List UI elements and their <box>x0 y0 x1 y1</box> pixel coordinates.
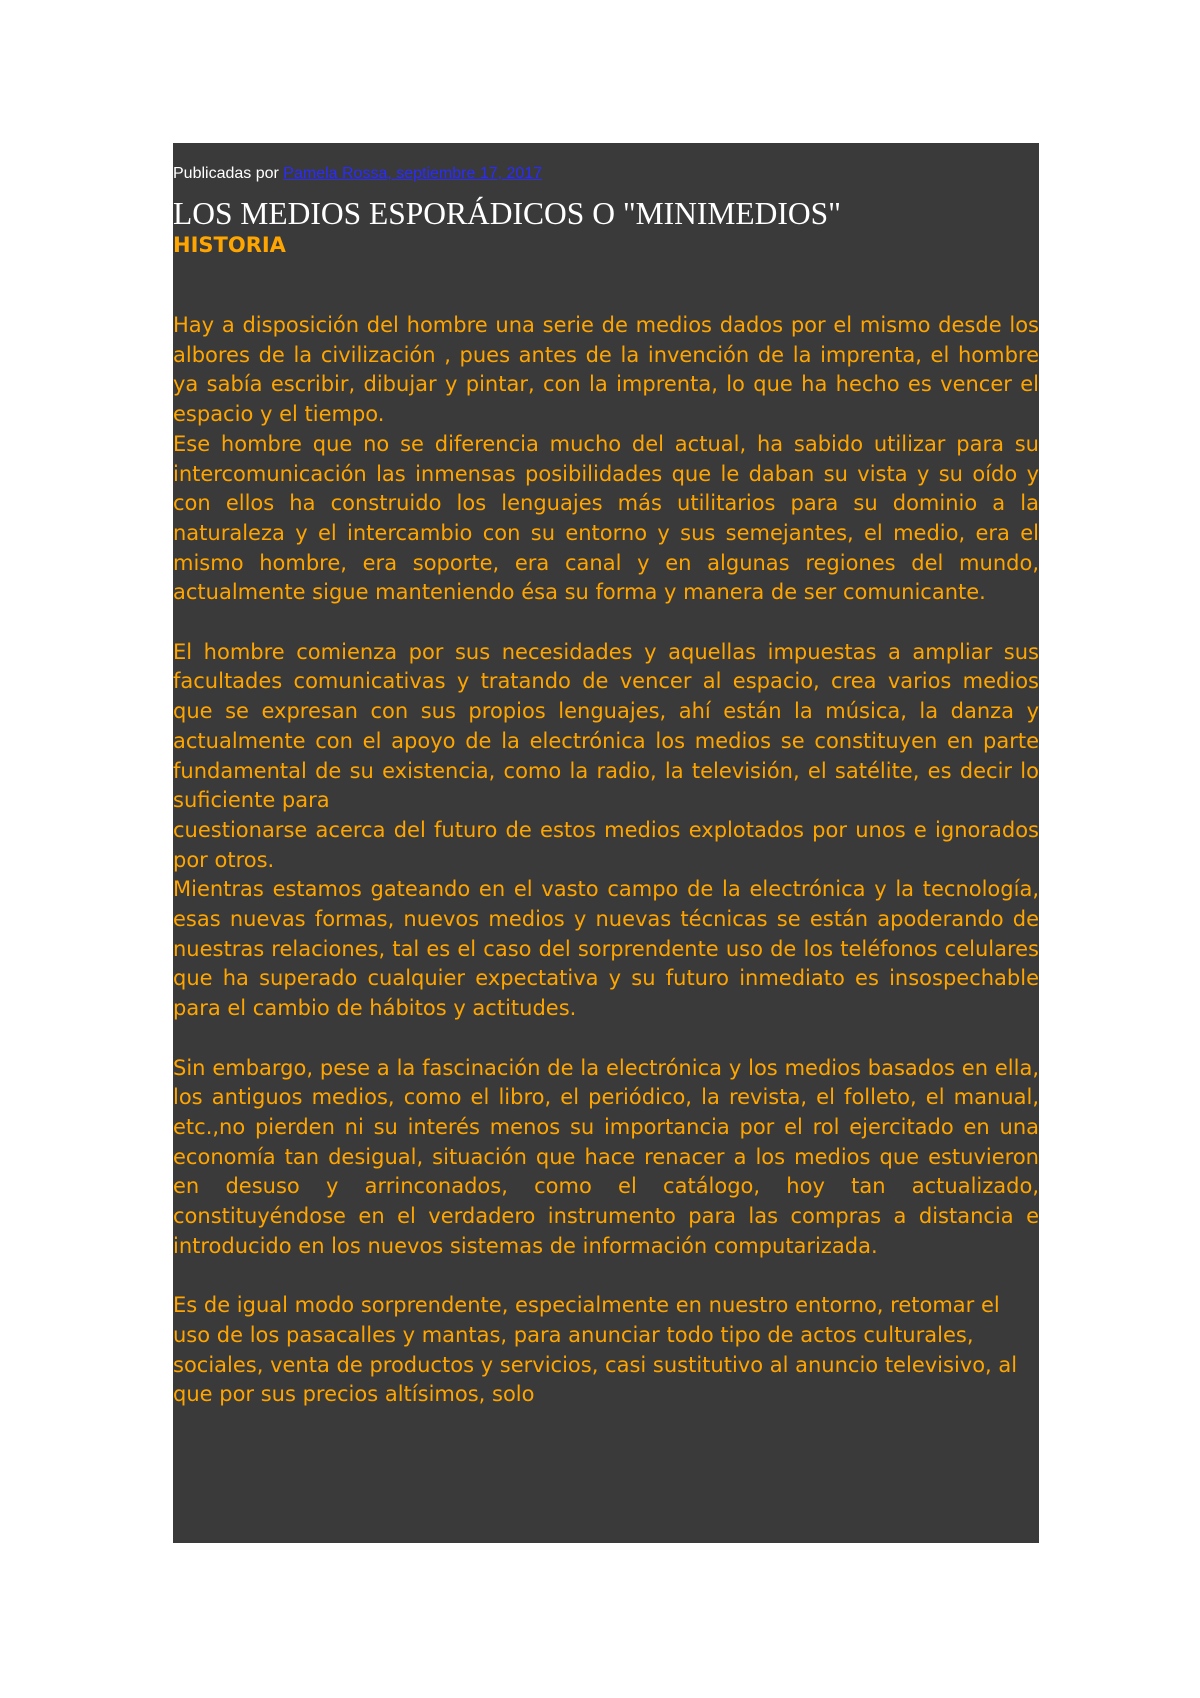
paragraph-1: Hay a disposición del hombre una serie de medios dados por el mismo desde los albores de la civilización , pues antes de la invención de la imprenta, el hombre ya sabía escribir, dibujar y pintar, con la imprenta, lo que ha hecho es vencer el espacio y el tiempo. <box>173 313 1039 427</box>
blog-post-page <box>173 143 1039 1543</box>
paragraph-4: cuestionarse acerca del futuro de estos medios explotados por unos e ignorados por otros. <box>173 817 1039 872</box>
byline-prefix: Publicadas por <box>173 165 279 182</box>
section-heading: HISTORIA <box>173 233 286 257</box>
paragraph-5: Mientras estamos gateando en el vasto campo de la electrónica y la tecnología, esas nuevas formas, nuevos medios y nuevas técnicas se están apoderando de nuestras relaciones, tal es el caso del sorprendente uso de los teléfonos celulares que ha superado cualquier expectativa y su futuro inmediato es insospechable para el cambio de hábitos y actitudes. <box>173 877 1039 1021</box>
paragraph-6: Sin embargo, pese a la fascinación de la electrónica y los medios basados en ella, los antiguos medios, como el libro, el periódico, la revista, el folleto, el manual, etc.,no pierden ni su interés menos su importancia por el rol ejercitado en una economía tan desigual, situación que hace renacer a los medios que estuvieron en desuso y arrinconados, como el catálogo, hoy tan actualizado, constituyéndose en el verdadero instrumento para las compras a distancia e introducido en los nuevos sistemas de información computarizada. <box>173 1055 1039 1258</box>
post-byline <box>173 165 1039 183</box>
post-title: LOS MEDIOS ESPORÁDICOS O "MINIMEDIOS" <box>173 196 842 231</box>
paragraph-7: Es de igual modo sorprendente, especialmente en nuestro entorno, retomar el uso de los pasacalles y mantas, para anunciar todo tipo de actos culturales, sociales, venta de productos y servicios, casi sustitutivo al anuncio televisivo, al que por sus precios altísimos, solo <box>173 1293 1018 1407</box>
post-body <box>173 311 1039 1410</box>
paragraph-3: El hombre comienza por sus necesidades y aquellas impuestas a ampliar sus facultades comunicativas y tratando de vencer al espacio, crea varios medios que se expresan con sus propios lenguajes, ahí están la música, la danza y actualmente con el apoyo de la electrónica los medios se constituyen en parte fundamental de su existencia, como la radio, la televisión, el satélite, es decir lo suficiente para <box>173 639 1039 813</box>
paragraph-2: Ese hombre que no se diferencia mucho del actual, ha sabido utilizar para su intercomunicación las inmensas posibilidades que le daban su vista y su oído y con ellos ha construido los lenguajes más utilitarios para su dominio a la naturaleza y el intercambio con su entorno y sus semejantes, el medio, era el mismo hombre, era soporte, era canal y en algunas regiones del mundo, actualmente sigue manteniendo ésa su forma y manera de ser comunicante. <box>173 431 1039 605</box>
date-link[interactable]: , septiembre 17, 2017 <box>387 165 543 182</box>
post-date: septiembre 17, 2017 <box>396 165 543 182</box>
author-link[interactable]: Pamela Rossa <box>283 165 388 182</box>
